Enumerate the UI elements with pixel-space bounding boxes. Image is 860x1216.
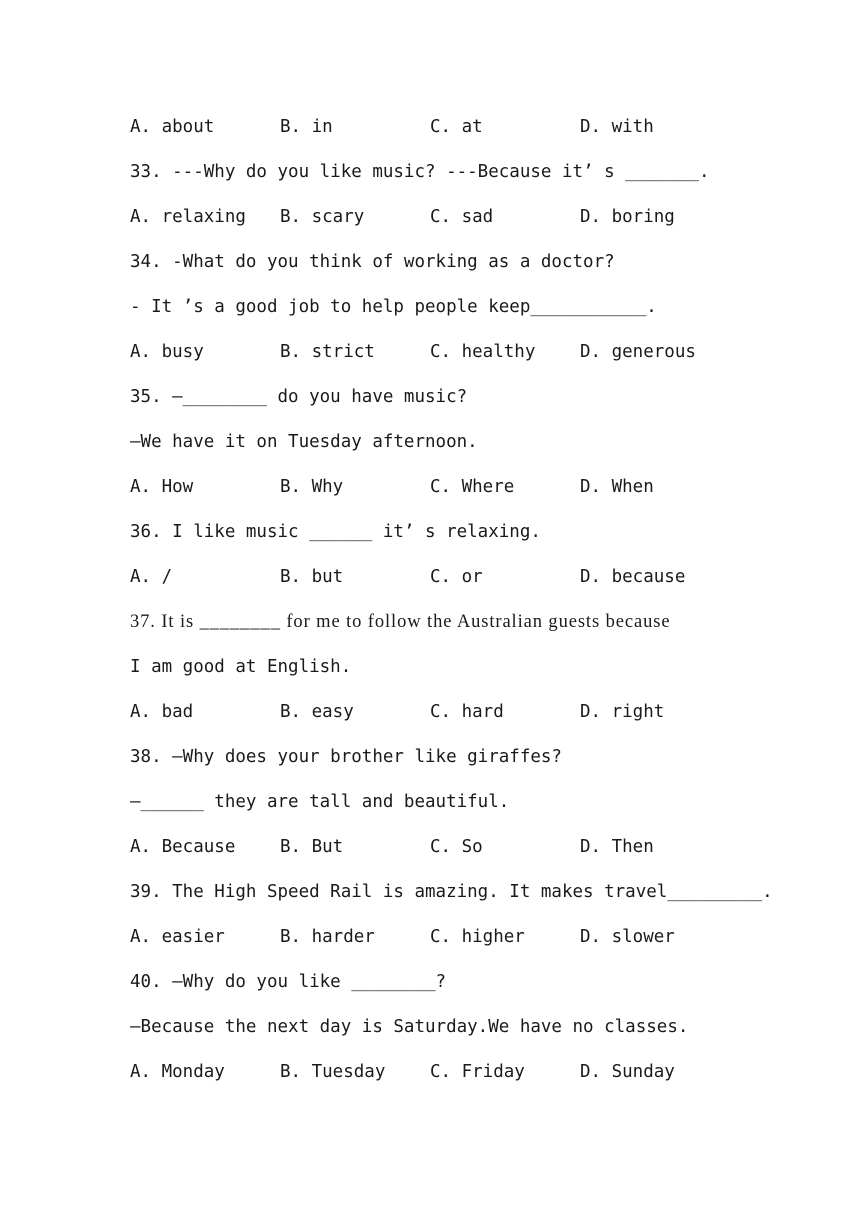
answer-option: C. Friday (430, 1062, 525, 1082)
answer-options-row (130, 921, 750, 966)
answer-options-row (130, 1056, 750, 1101)
answer-option: D. Sunday (580, 1062, 675, 1082)
question-text-line: —Because the next day is Saturday.We have no classes. (130, 1017, 689, 1037)
answer-option: C. higher (430, 927, 525, 947)
answer-options-row (130, 471, 750, 516)
answer-option: B. scary (280, 207, 365, 227)
answer-option: C. sad (430, 207, 494, 227)
answer-option: B. strict (280, 342, 375, 362)
question-text-line: 34. -What do you think of working as a doctor? (130, 252, 615, 272)
answer-option: B. But (280, 837, 344, 857)
answer-options-row (130, 561, 750, 606)
answer-options-row (130, 696, 750, 741)
answer-option: C. hard (430, 702, 504, 722)
question-text-line: 40. —Why do you like ________? (130, 972, 447, 992)
answer-option: D. because (580, 567, 686, 587)
answer-option: B. in (280, 117, 333, 137)
question-text-line: 35. —________ do you have music? (130, 387, 468, 407)
answer-options-row (130, 336, 750, 381)
answer-option: C. healthy (430, 342, 536, 362)
answer-option: C. Where (430, 477, 515, 497)
question-text-line: - It ’s a good job to help people keep___________. (130, 297, 657, 317)
answer-option: B. harder (280, 927, 375, 947)
answer-option: C. at (430, 117, 483, 137)
answer-option: D. Then (580, 837, 654, 857)
question-text-line: —We have it on Tuesday afternoon. (130, 432, 478, 452)
answer-option: D. right (580, 702, 665, 722)
answer-option: A. about (130, 117, 215, 137)
question-text-line: 39. The High Speed Rail is amazing. It makes travel_________. (130, 882, 773, 902)
answer-option: A. bad (130, 702, 194, 722)
answer-option: A. Monday (130, 1062, 225, 1082)
answer-option: D. with (580, 117, 654, 137)
answer-option: B. Tuesday (280, 1062, 386, 1082)
answer-option: D. slower (580, 927, 675, 947)
answer-options-row (130, 111, 750, 156)
answer-option: B. Why (280, 477, 344, 497)
answer-option: A. easier (130, 927, 225, 947)
answer-option: D. boring (580, 207, 675, 227)
answer-option: D. When (580, 477, 654, 497)
answer-option: A. busy (130, 342, 204, 362)
answer-option: D. generous (580, 342, 696, 362)
question-text-line: —______ they are tall and beautiful. (130, 792, 510, 812)
question-text-line: 37. It is ________ for me to follow the Australian guests because (130, 612, 671, 632)
question-text-line: 36. I like music ______ it’ s relaxing. (130, 522, 541, 542)
answer-option: C. or (430, 567, 483, 587)
question-text-line: 33. ---Why do you like music? ---Because it’ s _______. (130, 162, 710, 182)
answer-option: B. easy (280, 702, 354, 722)
question-text-line: 38. —Why does your brother like giraffes? (130, 747, 562, 767)
answer-option: A. relaxing (130, 207, 246, 227)
answer-options-row (130, 201, 750, 246)
answer-option: A. How (130, 477, 194, 497)
answer-option: C. So (430, 837, 483, 857)
question-text-line: I am good at English. (130, 657, 352, 677)
answer-option: A. / (130, 567, 173, 587)
answer-option: B. but (280, 567, 344, 587)
answer-options-row (130, 831, 750, 876)
answer-option: A. Because (130, 837, 236, 857)
exam-page (130, 111, 773, 1101)
